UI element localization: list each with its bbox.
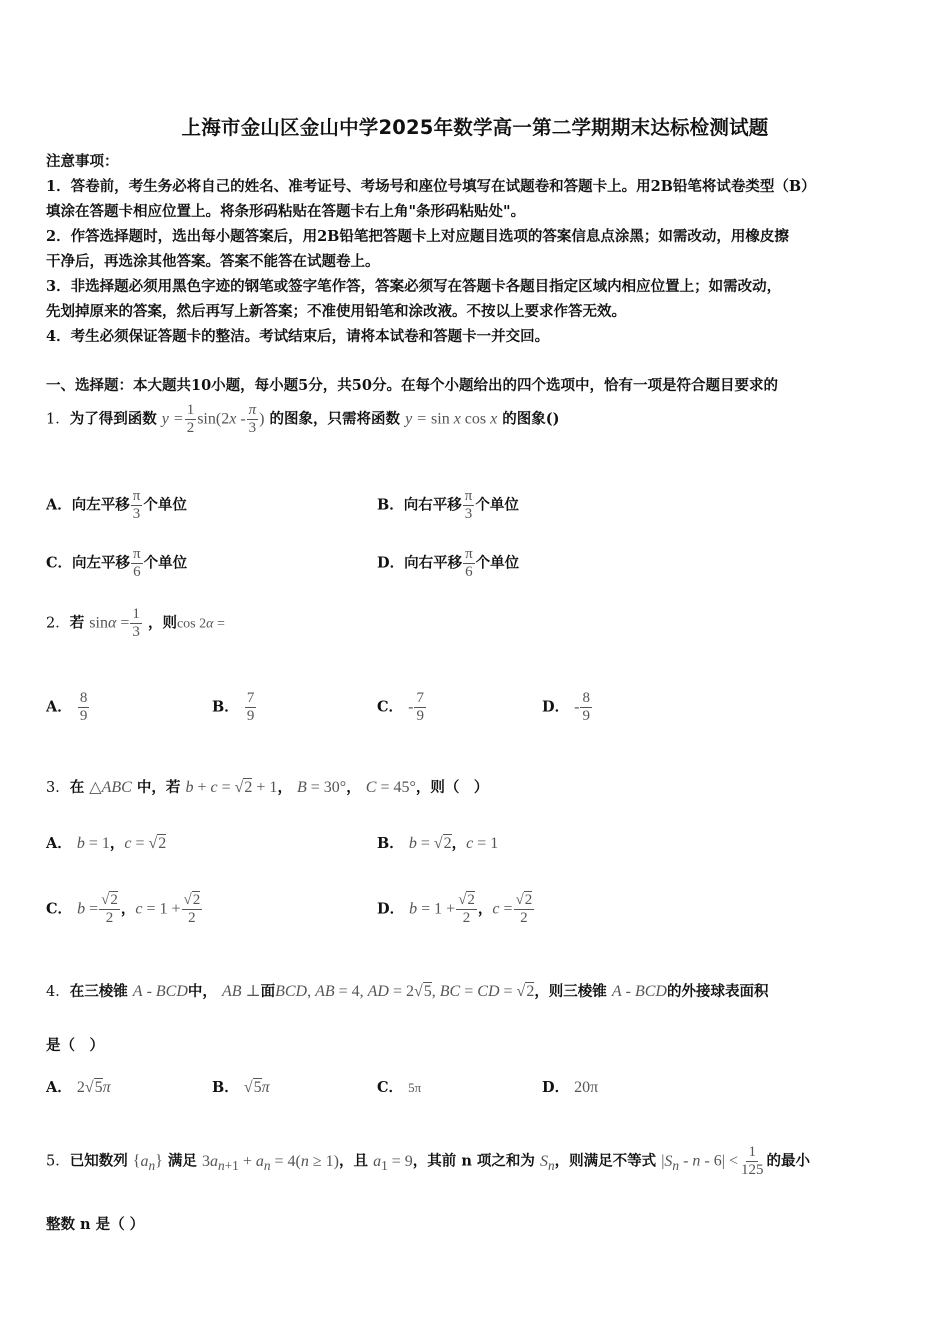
q4-option-c[interactable]: C． 5π [377, 1079, 422, 1096]
notice-heading: 注意事项： [46, 153, 119, 170]
formula: y = [405, 410, 432, 428]
question-1: 1．为了得到函数 y = $\frac{1}{2}$ sin(2x - $\frac{\pi}{3}$ ) 的图象，只需将函数 y = sin x cos x 的图象() [46, 402, 560, 436]
q3-option-d[interactable]: D． b = 1 + $\frac{√2}{2}$ ，c = $\frac{√2}{2}$ [377, 892, 533, 926]
q2-option-b[interactable]: B． $\frac{7}{9}$ [212, 690, 255, 724]
question-3: 3．在 △ABC 中，若 b + c = √2 + 1， B = 30°， C = 45°，则（ ） [46, 779, 489, 796]
notice-line: 3．非选择题必须用黑色字迹的钢笔或签字笔作答，答案必须写在答题卡各题目指定区域内相应位置上；如需改动， [46, 278, 782, 295]
q4-option-a[interactable]: A． 2√5π [46, 1079, 111, 1096]
q4-option-b[interactable]: B． √5π [212, 1079, 270, 1096]
q2-option-c[interactable]: C． - $\frac{7}{9}$ [377, 690, 424, 724]
question-5: 5．已知数列 $\{a_n\}$ 满足 $3a_{n+1} + a_n = 4(n \ge 1)$，且 $a_1 = 9$，其前 n 项之和为 $S_n$，则满足不等式 $|S_n$ - n - 6| < $\frac{1}{125}$ 的最小 [46, 1144, 810, 1178]
q2-option-d[interactable]: D． - $\frac{8}{9}$ [542, 690, 590, 724]
notice-line: 4．考生必须保证答题卡的整洁。考试结束后，请将本试卷和答题卡一并交回。 [46, 328, 550, 345]
question-4-cont: 是（ ） [46, 1037, 104, 1054]
question-2: 2．若 sinα = $\frac{1}{3}$ ，则cos 2α = [46, 606, 225, 640]
notice-line: 填涂在答题卡相应位置上。将条形码粘贴在答题卡右上角"条形码粘贴处"。 [46, 203, 526, 220]
notice-line: 干净后，再选涂其他答案。答案不能答在试题卷上。 [46, 253, 380, 270]
q3-option-b[interactable]: B． b = √2，c = 1 [377, 835, 499, 852]
q4-option-d[interactable]: D． 20π [542, 1079, 599, 1096]
page-title: 上海市金山区金山中学2025年数学高一第二学期期末达标检测试题 [181, 116, 769, 139]
notice-line: 2．作答选择题时，选出每小题答案后，用2B铅笔把答题卡上对应题目选项的答案信息点涂黑；如需改动，用橡皮擦 [46, 228, 789, 245]
q2-option-a[interactable]: A． $\frac{8}{9}$ [46, 690, 88, 724]
q1-option-a[interactable]: A．向左平移 $\frac{\pi}{3}$ 个单位 [46, 488, 187, 522]
notice-line: 1．答卷前，考生务必将自己的姓名、准考证号、考场号和座位号填写在试题卷和答题卡上。用2B铅笔将试卷类型（B） [46, 178, 816, 195]
formula: y = [161, 410, 184, 428]
q1-option-c[interactable]: C．向左平移 $\frac{\pi}{6}$ 个单位 [46, 546, 188, 580]
q1-option-d[interactable]: D．向右平移 $\frac{\pi}{6}$ 个单位 [377, 546, 520, 580]
question-5-cont: 整数 n 是（ ） [46, 1216, 145, 1233]
q1-option-b[interactable]: B．向右平移 $\frac{\pi}{3}$ 个单位 [377, 488, 519, 522]
notice-line: 先划掉原来的答案，然后再写上新答案；不准使用铅笔和涂改液。不按以上要求作答无效。 [46, 303, 626, 320]
section-heading: 一、选择题：本大题共10小题，每小题5分，共50分。在每个小题给出的四个选项中，恰有一项是符合题目要求的 [46, 377, 778, 394]
question-4: 4．在三棱锥 A - BCD中， AB ⊥面BCD, AB = 4, AD = 2√5, BC = CD = √2，则三棱锥 A - BCD的外接球表面积 [46, 983, 769, 1000]
q3-option-c[interactable]: C． b = $\frac{√2}{2}$ ，c = 1 + $\frac{√2}{2}$ [46, 892, 201, 926]
q3-option-a[interactable]: A． b = 1，c = √2 [46, 835, 167, 852]
